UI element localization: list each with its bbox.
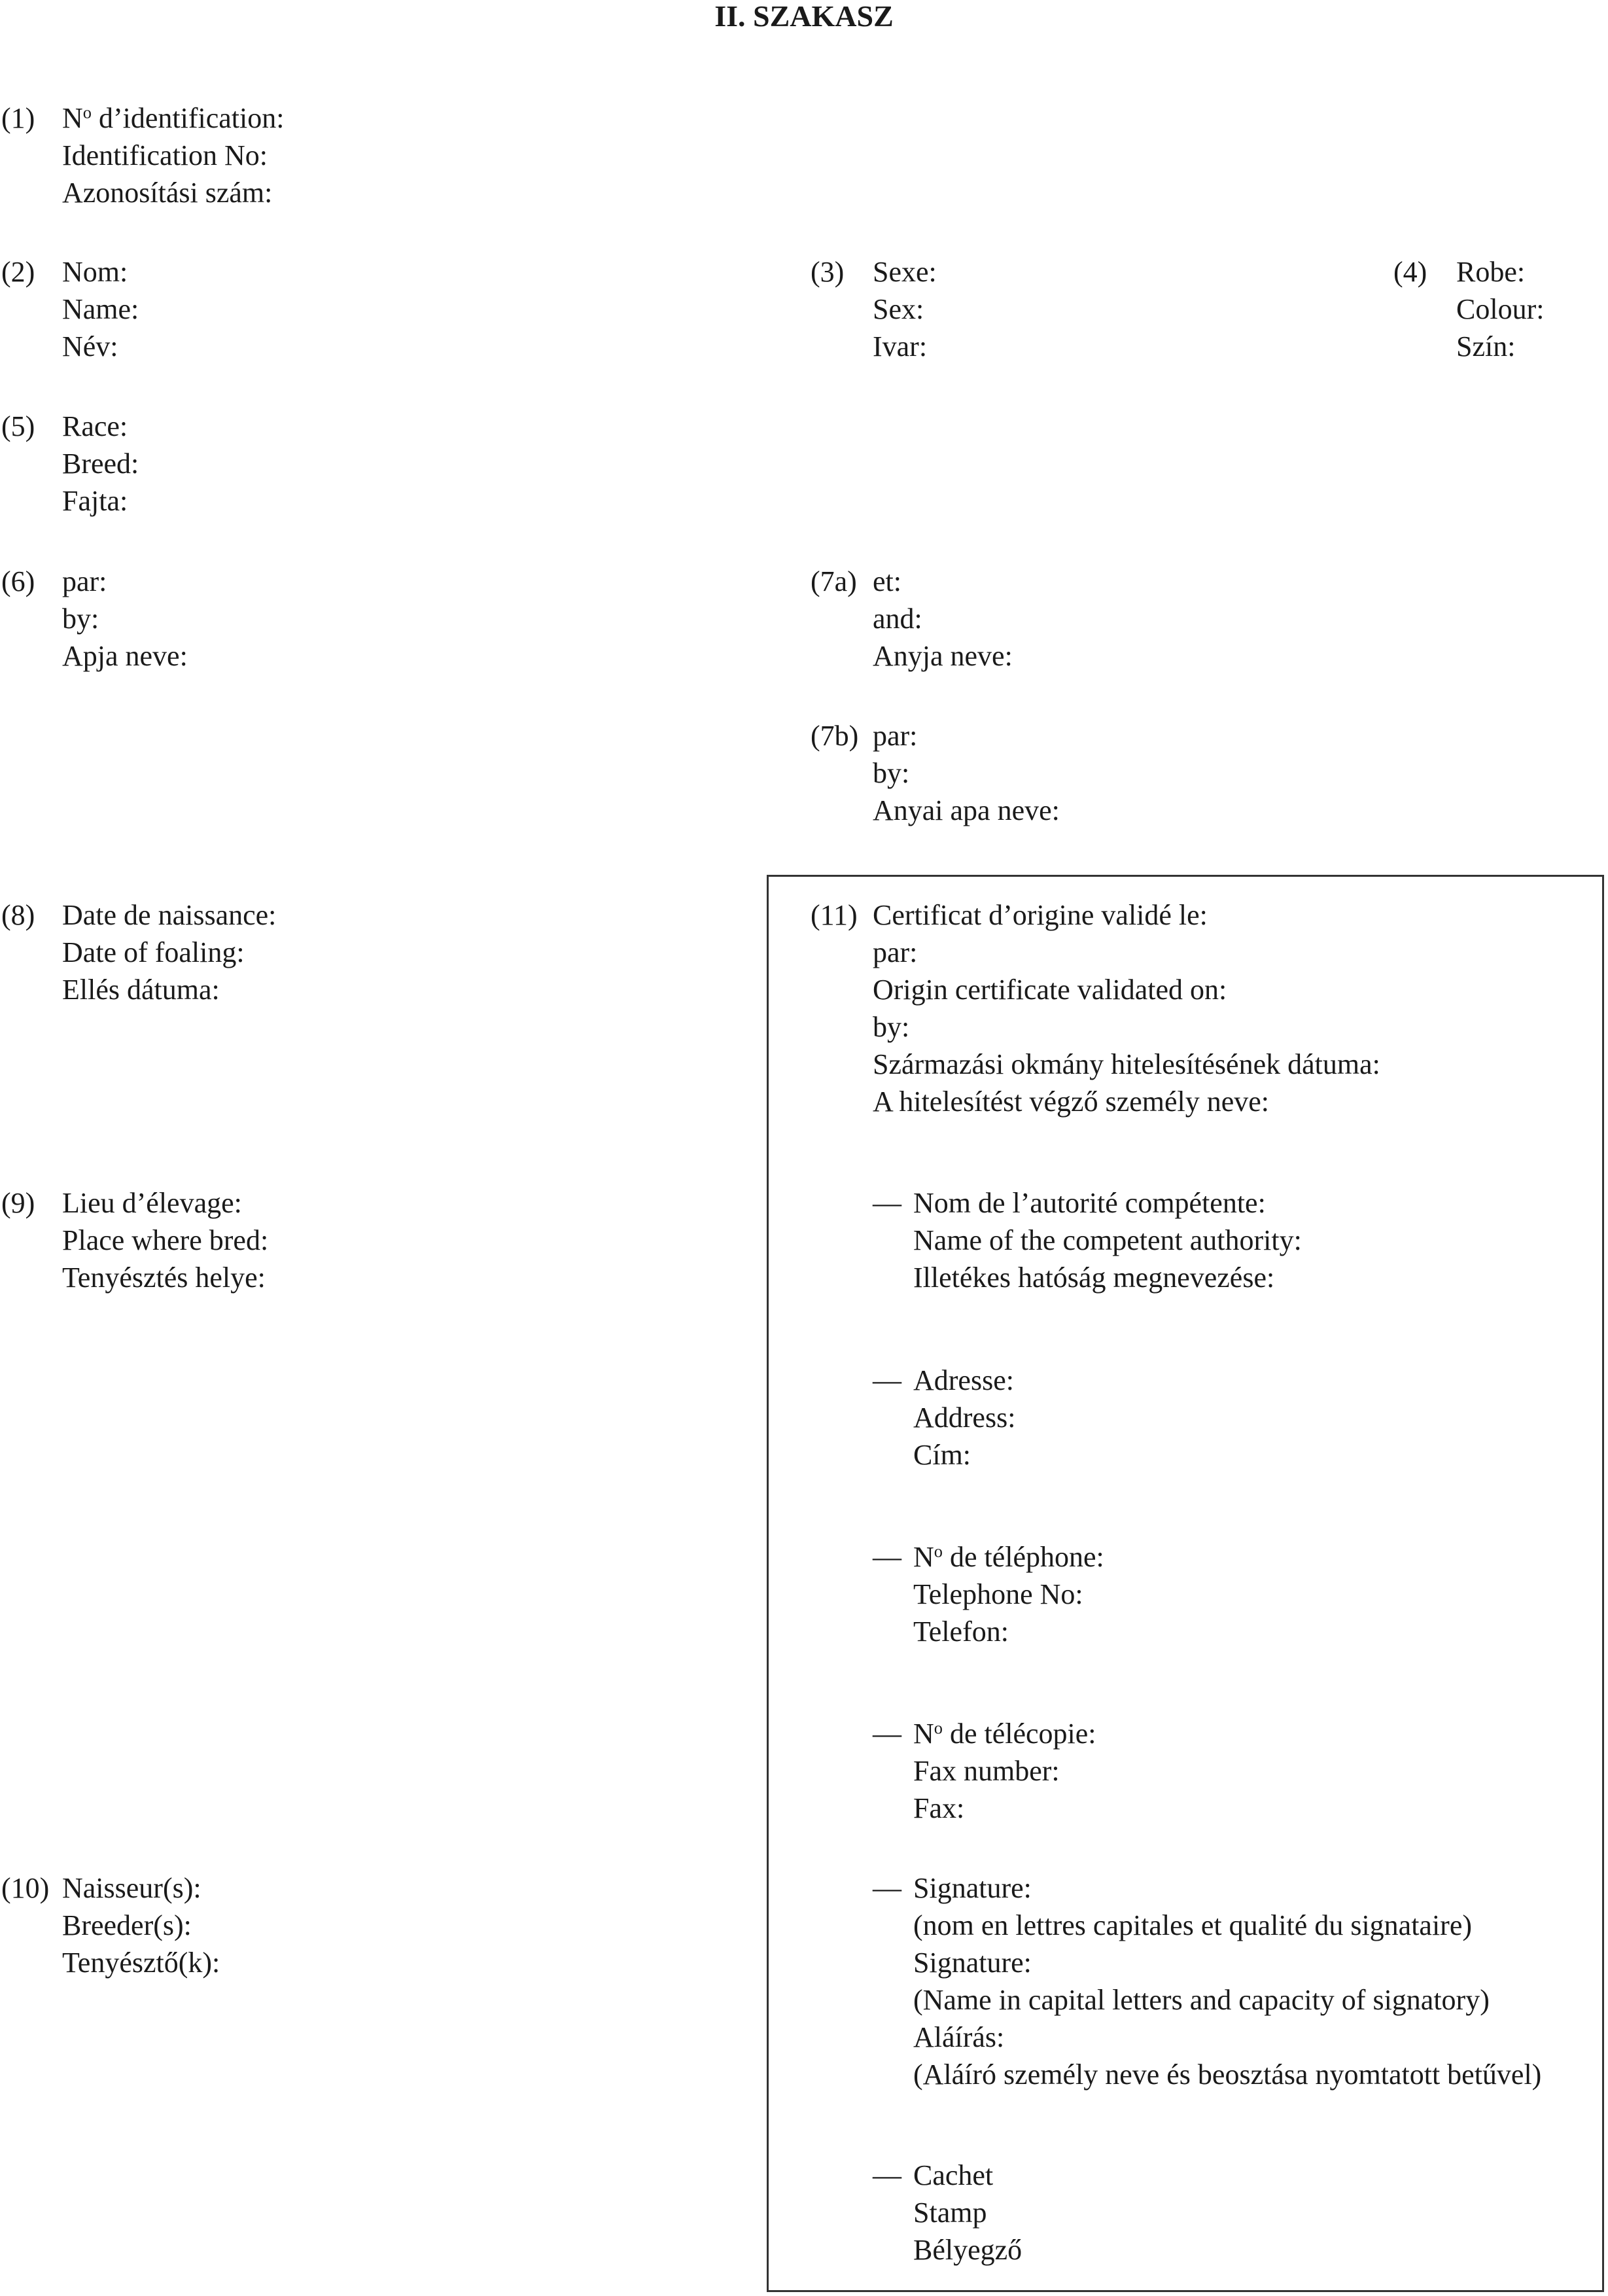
fax-first-rest: de télécopie: [942,1718,1096,1750]
authority-dash: — [873,1187,901,1219]
section-title: II. SZAKASZ [714,0,894,33]
field-8-number: (8) [1,899,35,931]
address-line-2: Cím: [913,1439,971,1471]
fax-n: N [913,1718,934,1750]
field-3-line-1: Sex: [873,293,924,325]
signature-line-4: Aláírás: [913,2021,1005,2053]
field-7b-line-0: par: [873,720,918,752]
field-11-line-0: Certificat d’origine validé le: [873,899,1208,931]
field-7b-line-2: Anyai apa neve: [873,794,1060,826]
field-9-number: (9) [1,1187,35,1219]
field-1-line-2: Azonosítási szám: [62,177,273,209]
fax-line-2: Fax: [913,1792,965,1824]
authority-line-2: Illetékes hatóság megnevezése: [913,1262,1275,1294]
field-11-number: (11) [811,899,858,931]
field-9-line-0: Lieu d’élevage: [62,1187,242,1219]
field-8-line-2: Ellés dátuma: [62,974,220,1006]
field-6-number: (6) [1,565,35,597]
field-2-number: (2) [1,256,35,288]
field-7a-labels [873,563,1013,675]
telephone-line-0 [913,1538,1104,1576]
field-2-line-2: Név: [62,330,118,362]
field-1-line-0: $N^o$ d’identification: [62,102,285,134]
telephone-first-rest: de téléphone: [942,1541,1104,1573]
field-4-line-0: Robe: [1456,256,1526,288]
telephone-labels [913,1538,1104,1650]
field-3-line-2: Ivar: [873,330,928,362]
field-9-line-2: Tenyésztés helye: [62,1262,266,1294]
authority-line-0: Nom de l’autorité compétente: [913,1187,1266,1219]
field-11-line-5: A hitelesítést végző személy neve: [873,1086,1270,1118]
telephone-line-1: Telephone No: [913,1578,1083,1610]
field-2-labels [62,253,139,365]
signature-line-2: Signature: [913,1947,1032,1979]
field-4-line-2: Szín: [1456,330,1516,362]
fax-line-1: Fax number: [913,1755,1060,1787]
field-9-labels [62,1184,268,1296]
field-6-labels [62,563,188,675]
telephone-dash: — [873,1541,901,1573]
field-5-line-2: Fajta: [62,485,128,517]
signature-line-5: (Aláíró személy neve és beosztása nyomtatott betűvel) [913,2058,1542,2091]
address-dash: — [873,1364,901,1396]
field-2-line-1: Name: [62,293,139,325]
field-3-number: (3) [811,256,845,288]
field-7b-line-1: by: [873,757,910,789]
telephone-sup: o [934,1541,943,1561]
field-6-line-2: Apja neve: [62,640,188,672]
field-4-number: (4) [1393,256,1427,288]
field-5-labels [62,408,139,520]
field-3-line-0: Sexe: [873,256,937,288]
field-5-line-1: Breed: [62,448,139,480]
signature-labels [913,1869,1541,2093]
field-6-line-1: by: [62,603,99,635]
field-1-line-1: Identification No: [62,139,268,171]
signature-line-0: Signature: [913,1872,1032,1904]
field-11-line-4: Származási okmány hitelesítésének dátuma: [873,1048,1380,1080]
address-labels [913,1362,1015,1474]
fax-dash: — [873,1718,901,1750]
stamp-dash: — [873,2159,901,2191]
field-7a-line-1: and: [873,603,922,635]
authority-labels [913,1184,1302,1296]
field-1-labels [62,99,284,211]
field-7a-number: (7a) [811,565,857,597]
telephone-line-2: Telefon: [913,1616,1009,1648]
field-8-line-0: Date de naissance: [62,899,277,931]
field-10-line-0: Naisseur(s): [62,1872,201,1904]
authority-line-1: Name of the competent authority: [913,1224,1302,1256]
fax-sup: o [934,1718,943,1738]
field-4-labels [1456,253,1544,365]
field-4-line-1: Colour: [1456,293,1545,325]
field-6-line-0: par: [62,565,107,597]
field-2-line-0: Nom: [62,256,128,288]
signature-line-3: (Name in capital letters and capacity of signatory) [913,1984,1490,2016]
stamp-line-2: Bélyegző [913,2234,1022,2266]
fax-labels [913,1715,1096,1827]
field-8-line-1: Date of foaling: [62,936,245,968]
fax-line-0 [913,1715,1096,1752]
field-3-labels [873,253,937,365]
field-10-line-1: Breeder(s): [62,1909,192,1941]
field-10-number: (10) [1,1872,50,1904]
field-10-line-2: Tenyésztő(k): [62,1947,220,1979]
field-8-labels [62,896,276,1008]
stamp-line-0: Cachet [913,2159,994,2191]
field-11-labels [873,896,1380,1120]
field-10-labels [62,1869,220,1981]
field-11-line-3: by: [873,1011,910,1043]
signature-line-1: (nom en lettres capitales et qualité du signataire) [913,1909,1473,1941]
field-11-line-1: par: [873,936,918,968]
stamp-line-1: Stamp [913,2197,987,2229]
stamp-labels [913,2157,1022,2269]
field-1-number: (1) [1,102,35,134]
field-9-line-1: Place where bred: [62,1224,269,1256]
field-5-number: (5) [1,410,35,442]
signature-dash: — [873,1872,901,1904]
field-11-line-2: Origin certificate validated on: [873,974,1227,1006]
field-7b-labels [873,717,1060,829]
field-7a-line-2: Anyja neve: [873,640,1013,672]
address-line-0: Adresse: [913,1364,1014,1396]
telephone-n: N [913,1541,934,1573]
field-5-line-0: Race: [62,410,128,442]
superscript-o: o [82,102,92,122]
field-7b-number: (7b) [811,720,859,752]
field-1-text-0: d’identification: [98,102,285,134]
address-line-1: Address: [913,1402,1016,1434]
field-7a-line-0: et: [873,565,901,597]
